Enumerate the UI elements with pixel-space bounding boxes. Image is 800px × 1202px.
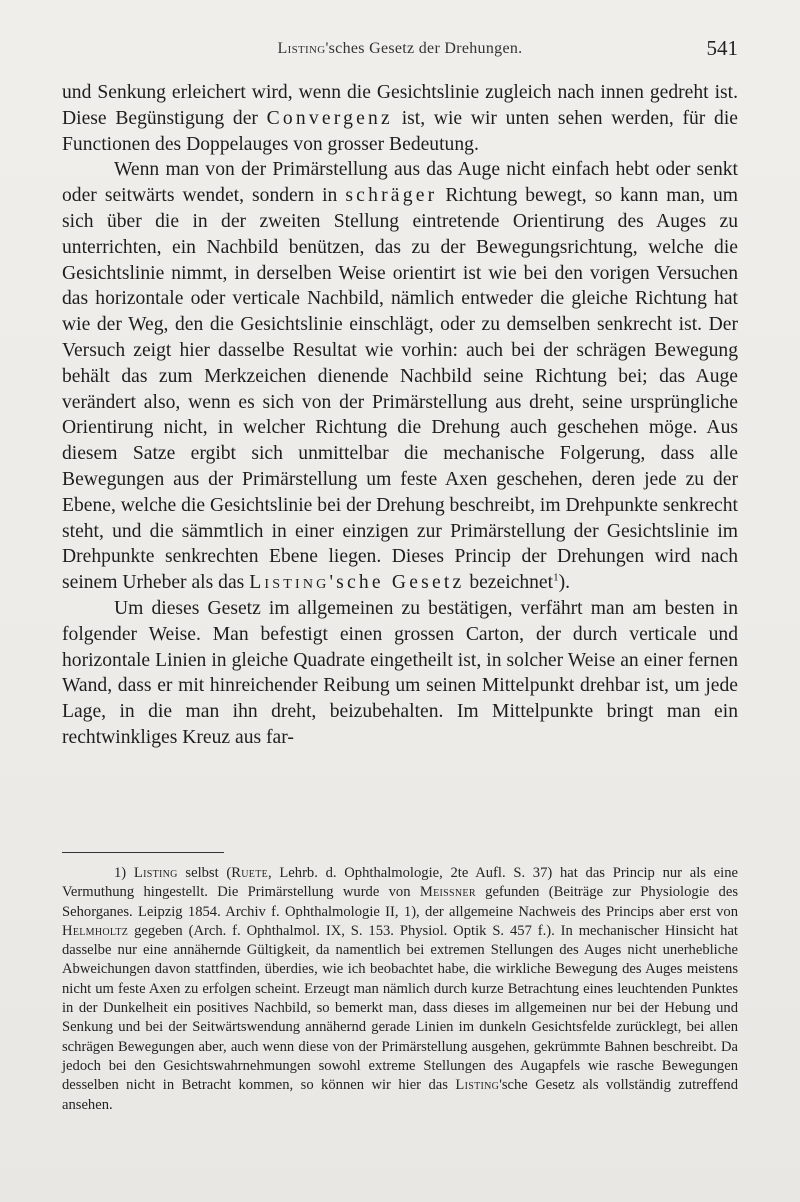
- footnote-text-f: gefunden (Beiträge zur Physiologie des Sehorganes. Leipzig 1854. Archiv f. Ophthalmologie II, 1), der allgemeine Nachweis des Princips aber erst von: [62, 884, 738, 920]
- paragraph-2-text-b: Richtung bewegt, so kann man, um sich über die in der zweiten Stellung eintretende Orientirung des Auges zu unterrichten, ein Nachbild benützen, das zu der Bewegungsrichtung, welche die Gesichtslinie nimmt, in derselben Weise orientirt ist wie bei den vorigen Versuchen das horizontale oder verticale Nachbild, nämlich entweder die gleiche Richtung hat wie der Weg, den die Gesichtslinie einschlägt, oder zu demselben senkrecht ist. Der Versuch zeigt hier dasselbe Resultat wie vorhin: auch bei der schrägen Bewegung behält das zum Merkzeichen dienende Nachbild seine Richtung bei; das Auge verändert also, wenn es sich von der Primärstellung aus dreht, seine ursprüngliche Orientirung nicht, in welcher Richtung die Drehung auch geschehen möge. Aus diesem Satze ergibt sich unmittelbar die mechanische Folgerung, dass alle Bewegungen aus der Primärstellung um feste Axen geschehen, deren jede zu der Ebene, welche die Gesichtslinie bei der Drehung beschreibt, im Drehpunkte senkrecht steht, und die sämmtlich in einer einzigen zur Primärstellung der Gesichtslinie im Drehpunkte senkrechten Ebene liegen. Dieses Princip der Drehungen wird nach seinem Urheber als das: [62, 185, 738, 594]
- footnote-name-listing-2: Listing: [455, 1077, 500, 1094]
- footnote-text-b: selbst (: [185, 865, 232, 881]
- footnote-1: [62, 864, 738, 1115]
- paragraph-2: [62, 157, 738, 596]
- emphasis-convergenz: Convergenz: [266, 107, 393, 129]
- footnote-marker: 1): [114, 865, 127, 881]
- page-number: 541: [706, 36, 738, 60]
- law-name: Listing: [249, 572, 330, 594]
- footnote-rule: [62, 852, 224, 853]
- footnote-name-helmholtz: Helmholtz: [62, 922, 129, 939]
- paragraph-3: Um dieses Gesetz im allgemeinen zu bestätigen, verfährt man am besten in folgender Weise. Man befestigt einen grossen Carton, der durch verticale und horizontale Linien in gleiche Quadrate eingetheilt ist, in solcher Weise an einer fernen Wand, dass er mit hinreichender Reibung um seinen Mittelpunkt drehbar ist, um jede Lage, in die man ihn dreht, beizubehalten. Im Mittelpunkte bringt man ein rechtwinkliges Kreuz aus far-: [62, 597, 738, 748]
- running-head: [62, 36, 738, 62]
- footnote-text-d: , Lehrb. d. Ophthalmologie, 2te Aufl. S. 37) hat das Princip nur als eine Vermuthung hingestellt. Die Primärstellung wurde von: [62, 865, 738, 901]
- law-rest: 'sche Gesetz: [329, 572, 465, 594]
- footnote-name-meissner: Meissner: [419, 884, 476, 901]
- body-text: [62, 80, 738, 751]
- paragraph-1: [62, 80, 738, 157]
- paragraph-1-text: und Senkung erleichert wird, wenn die Gesichtslinie zugleich nach innen gedreht ist. Diese Begünstigung der: [62, 82, 738, 129]
- footnote-text-h: gegeben (Arch. f. Ophthalmol. IX, S. 153. Physiol. Optik S. 457 f.). In mechanischer Hinsicht hat dasselbe nur eine annähernde Gültigkeit, da namentlich bei extremen Stellungen des Auges nicht unerhebliche Abweichungen davon stattfinden, überdies, wie ich beobachtet habe, die wirkliche Bewegung des Auges meistens nicht um feste Axen zu erfolgen scheint. Erzeugt man nämlich durch kurze Betrachtung eines leuchtenden Punktes in der Dunkelheit ein positives Nachbild, so bemerkt man, dass dieses im allgemeinen nur bei der Hebung und Senkung und bei der Seitwärtswendung annähernd gerade Linien im dunkeln Gesichtsfelde zurücklegt, bei allen schrägen Bewegungen aber, auch wenn diese von der Primärstellung ausgehen, gekrümmte Bahnen beschreibt. Da jedoch bei den Gesichtswahrnehmungen sowohl extreme Stellungen des Augapfels wie rasche Bewegungen desselben nicht in Betracht kommen, so können wir hier das: [62, 922, 738, 1094]
- paragraph-1-end: ist, wie wir unten sehen werden, für die Functionen des Doppelauges von grosser Bedeutung.: [62, 107, 738, 155]
- running-title-rest: 'sches Gesetz der Drehungen.: [325, 40, 523, 57]
- footnote-name-ruete: Ruete: [231, 865, 269, 881]
- footnote-name-listing: Listing: [133, 865, 178, 881]
- paragraph-2-text-a: Wenn man von der Primärstellung aus das Auge nicht einfach hebt oder senkt oder seitwärts wendet, sondern in: [62, 159, 738, 207]
- paragraph-2-text-c: bezeichnet: [469, 572, 554, 594]
- emphasis-schraeger: schräger: [345, 185, 438, 207]
- running-title: [62, 40, 738, 58]
- footnote-reference: 1: [553, 571, 559, 584]
- paragraph-2-close: ).: [558, 572, 571, 594]
- running-title-name: Listing: [277, 40, 326, 57]
- footnote-text-j: 'sche Gesetz als vollständig zutreffend ansehen.: [62, 1077, 739, 1113]
- footnotes: [62, 864, 738, 1115]
